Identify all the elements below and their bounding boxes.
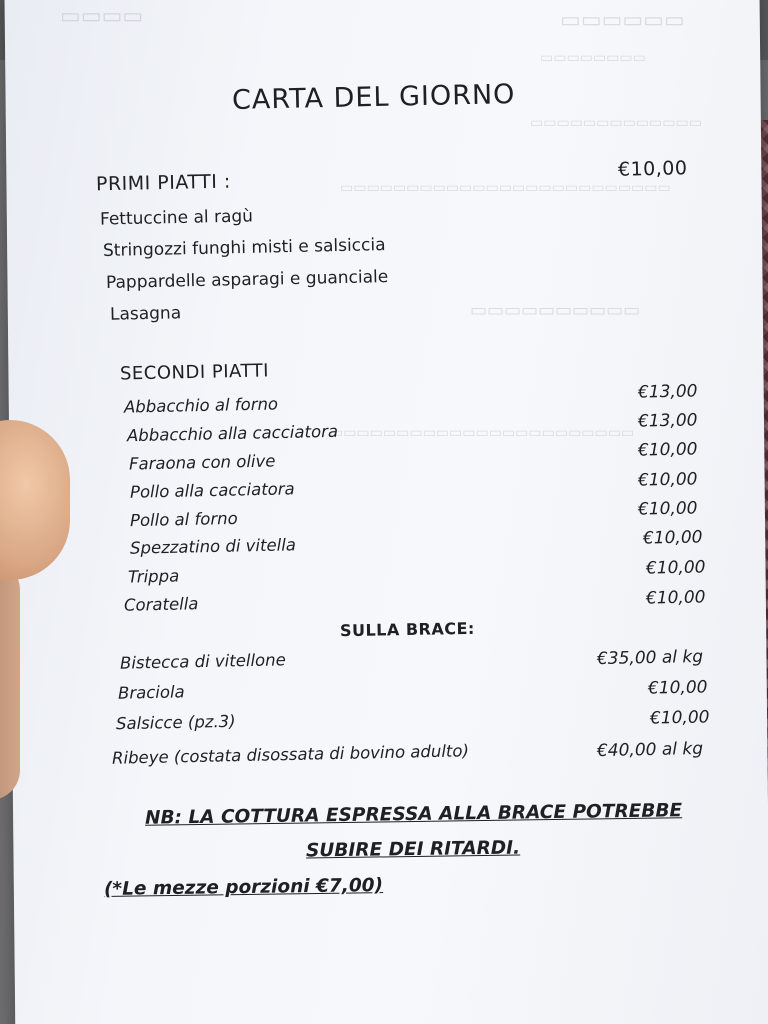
primi-heading: PRIMI PIATTI : <box>95 170 232 196</box>
nb-note-line1: NB: LA COTTURA ESPRESSA ALLA BRACE POTREBBE <box>144 800 683 829</box>
brace-item: Braciola <box>117 682 185 703</box>
secondi-item: Trippa <box>127 566 180 587</box>
secondi-item: Pollo al forno <box>129 508 238 531</box>
show-through-text: ▭▭▭▭▭▭▭▭▭▭▭▭▭▭▭▭▭▭▭▭▭▭▭ <box>330 425 635 441</box>
brace-price: €10,00 <box>647 677 708 699</box>
show-through-text: ▭▭▭▭▭▭▭▭▭▭▭▭▭▭▭▭▭▭▭▭▭▭▭▭▭ <box>340 180 671 196</box>
secondi-item: Pollo alla cacciatora <box>129 479 295 502</box>
secondi-item: Spezzatino di vitella <box>129 535 297 558</box>
primi-price: €10,00 <box>617 157 688 181</box>
secondi-heading: SECONDI PIATTI <box>119 360 270 385</box>
secondi-price: €13,00 <box>637 410 698 432</box>
secondi-item: Abbacchio alla cacciatora <box>126 421 339 446</box>
show-through-text: ▭▭▭▭▭▭▭▭▭▭ <box>470 300 641 321</box>
primi-item: Lasagna <box>109 303 182 325</box>
brace-price: €40,00 al kg <box>596 738 704 762</box>
nb-note-line2: SUBIRE DEI RITARDI. <box>305 837 521 862</box>
half-portion-note: (*Le mezze porzioni €7,00) <box>103 875 384 900</box>
brace-price: €35,00 al kg <box>596 646 704 670</box>
show-through-text: ▭▭▭▭ <box>60 4 144 29</box>
brace-item: Salsicce (pz.3) <box>115 711 236 734</box>
hand-finger <box>0 560 20 800</box>
secondi-price: €13,00 <box>637 381 698 403</box>
primi-item: Stringozzi funghi misti e salsiccia <box>102 235 386 261</box>
show-through-text: ▭▭▭▭▭▭ <box>560 8 685 33</box>
brace-heading: SULLA BRACE: <box>339 618 475 641</box>
brace-price: €10,00 <box>649 707 710 729</box>
secondi-price: €10,00 <box>637 469 698 491</box>
secondi-price: €10,00 <box>637 439 698 461</box>
brace-item: Bistecca di vitellone <box>119 650 286 673</box>
secondi-price: €10,00 <box>642 527 703 549</box>
primi-item: Pappardelle asparagi e guanciale <box>105 267 389 293</box>
secondi-item: Faraona con olive <box>128 451 276 474</box>
show-through-text: ▭▭▭▭▭▭▭▭▭▭▭▭▭ <box>530 115 702 131</box>
secondi-item: Coratella <box>123 594 199 615</box>
primi-item: Fettuccine al ragù <box>99 206 254 230</box>
secondi-price: €10,00 <box>637 498 698 520</box>
show-through-text: ▭▭▭▭▭▭▭▭ <box>540 50 646 66</box>
secondi-price: €10,00 <box>645 557 706 579</box>
secondi-price: €10,00 <box>645 587 706 609</box>
brace-item: Ribeye (costata disossata di bovino adulto) <box>111 741 470 768</box>
menu-title: CARTA DEL GIORNO <box>231 79 516 116</box>
secondi-item: Abbacchio al forno <box>123 394 279 417</box>
